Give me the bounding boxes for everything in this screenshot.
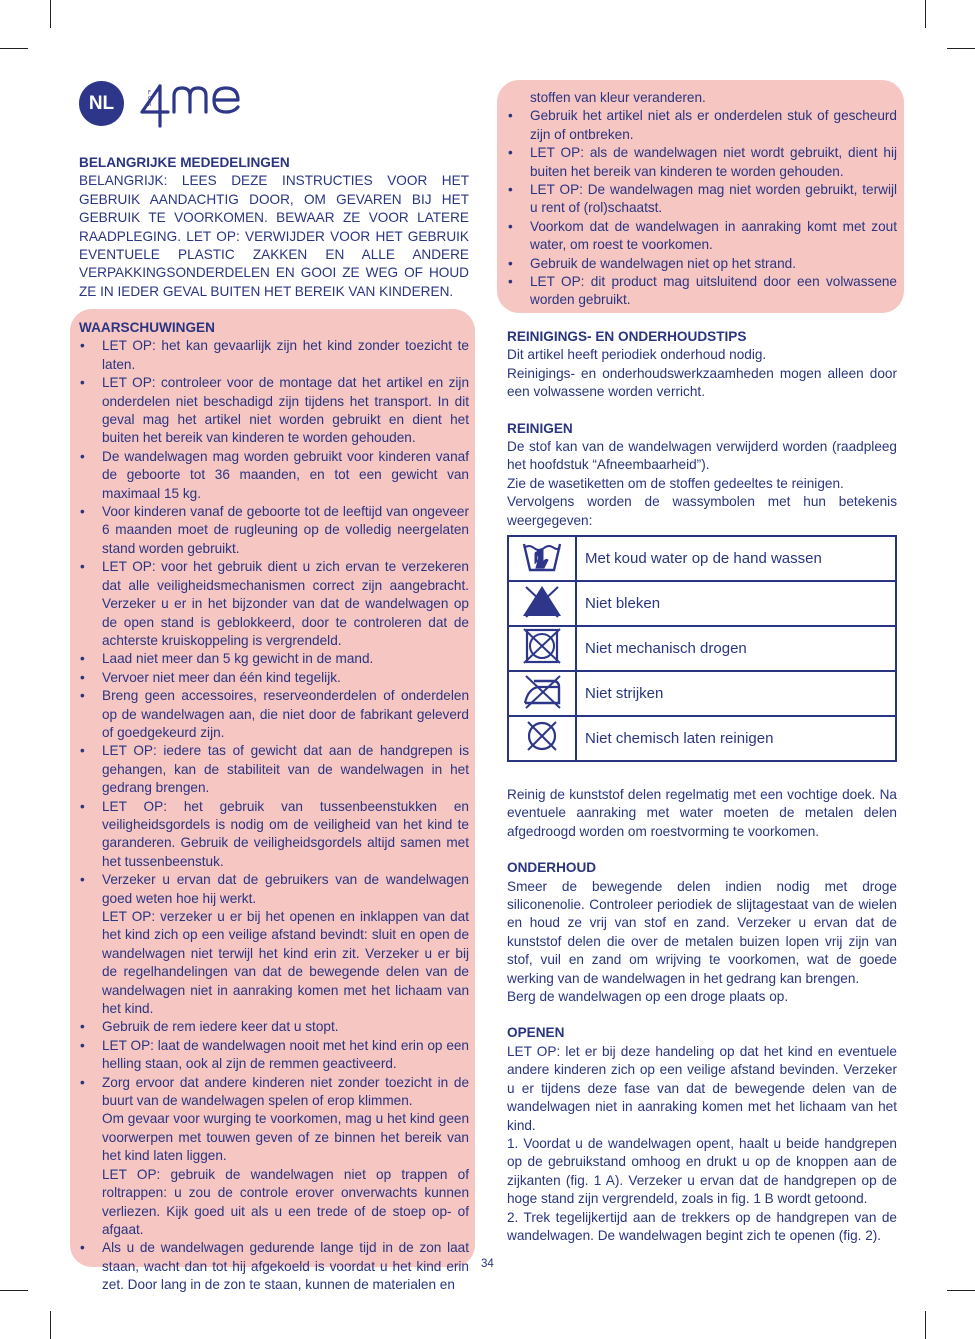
warning-text: LET OP: het gebruik van tussenbeenstukken en veiligheidsgordels is nodig om de veiligheid van het kind te garanderen. Gebruik de veiligheidsgordels altijd samen met het tussenbeenstuk. (102, 798, 469, 869)
warning-text: Gebruik de rem iedere keer dat u stopt. (102, 1019, 339, 1035)
warning-item: • Gebruik de wandelwagen niet op het strand. (507, 255, 897, 273)
warnings-list (79, 337, 469, 1294)
no-bleach-icon (520, 583, 564, 619)
symbol-cell (508, 626, 576, 671)
warning-item: • LET OP: als de wandelwagen niet wordt gebruikt, dient hij buiten het bereik van kinderen te worden gehouden. (507, 144, 897, 181)
opening-paragraph: 2. Trek tegelijkertijd aan de trekkers op de handgrepen van de wandelwagen. De wandelwagen begint zich te openen (fig. 2). (507, 1209, 897, 1243)
crop-mark (0, 1290, 28, 1291)
table-row (508, 671, 896, 716)
warning-text: Zorg ervoor dat andere kinderen niet zonder toezicht in de buurt van de wandelwagen spelen of erop klimmen. (102, 1074, 469, 1109)
table-row (508, 626, 896, 671)
cleaning-tips-paragraph: Reinigings- en onderhoudswerkzaamheden mogen alleen door een volwassene worden verricht. (507, 365, 897, 400)
symbol-label: Met koud water op de hand wassen (576, 536, 896, 581)
warning-text: LET OP: controleer voor de montage dat het artikel en zijn onderdelen niet beschadigd zijn tijdens het transport. In dit geval mag het artikel niet worden gebruikt en dient het buiten het bereik van kinderen te worden gehouden. (102, 375, 469, 446)
crop-mark (925, 1311, 926, 1339)
warning-item (79, 650, 469, 668)
page-number: 34 (481, 1258, 494, 1270)
no-dry-clean-icon (520, 718, 564, 754)
warning-item (79, 503, 469, 558)
warning-item (79, 1018, 469, 1036)
warning-text: LET OP: voor het gebruik dient u zich ervan te verzekeren dat alle veiligheidsmechanismen correct zijn aangebracht. Verzeker u er in het bijzonder van dat de wandelwagen op de open stand is geblokkeerd, door te controleren dat de achterste kruiskoppeling is vergrendeld. (102, 559, 469, 648)
warning-item (79, 1239, 469, 1294)
warnings-continued-list (507, 107, 897, 309)
symbol-label: Niet bleken (576, 581, 896, 626)
opening-paragraph: 1. Voordat u de wandelwagen opent, haalt u beide handgrepen op de gebruikstand omhoog en drukt u op de knoppen aan de zijkanten (fig. 1 A). Verzeker u ervan dat de handgrepen op de hoge stand zijn vergrendeld, zoals in fig. 1 B wordt getoond. (507, 1135, 897, 1207)
cleaning-paragraph: De stof kan van de wandelwagen verwijderd worden (raadpleeg het hoofdstuk “Afneembaarheid”). (507, 439, 897, 473)
warning-text: Vervoer niet meer dan één kind tegelijk. (102, 669, 341, 685)
warning-item (79, 742, 469, 797)
crop-mark (947, 1290, 975, 1291)
warning-item: • Voorkom dat de wandelwagen in aanraking komt met zout water, om roest te voorkomen. (507, 218, 897, 255)
symbol-label: Niet mechanisch drogen (576, 626, 896, 671)
warning-text: Als u de wandelwagen gedurende lange tijd in de zon laat staan, wacht dan tot hij afgekoeld is voordat u het kind erin zet. Door lang in de zon te staan, kunnen de materialen en (102, 1240, 469, 1293)
hand-wash-icon (520, 538, 564, 574)
opening-paragraph: LET OP: let er bij deze handeling op dat het kind en eventuele andere kinderen zich op een veilige afstand bevinden. Verzeker u er tijdens deze fase van dat de bewegende delen van de wandelwagen niet in aanraking komen met het lichaam van het kind. (507, 1043, 897, 1133)
cleaning-paragraph: Zie de wasetiketten om de stoffen gedeeltes te reinigen. (507, 475, 844, 491)
crop-mark (50, 0, 51, 28)
important-title: BELANGRIJKE MEDEDELINGEN (79, 155, 290, 170)
warning-text: LET OP: laat de wandelwagen nooit met het kind erin op een helling staan, ook al zijn de remmen geactiveerd. (102, 1037, 469, 1072)
important-section (79, 154, 469, 301)
warning-item: • LET OP: De wandelwagen mag niet worden gebruikt, terwijl u rent of (rol)schaatst. (507, 181, 897, 218)
language-badge: NL (79, 81, 124, 126)
table-row (508, 581, 896, 626)
maintenance-title: ONDERHOUD (507, 860, 597, 876)
cleaning-tips-paragraph: Dit artikel heeft periodiek onderhoud nodig. (507, 347, 767, 363)
warning-item (79, 448, 469, 503)
svg-text:O: O (148, 96, 152, 102)
warnings-continued-first-line: stoffen van kleur veranderen. (530, 90, 706, 105)
warning-item (79, 687, 469, 742)
cleaning-title: REINIGEN (507, 420, 573, 436)
warning-text: LET OP: iedere tas of gewicht dat aan de handgrepen is gehangen, kan de stabiliteit van de wandelwagen in het gedrang brengen. (102, 743, 469, 796)
warning-item (79, 669, 469, 687)
symbol-label: Niet chemisch laten reinigen (576, 716, 896, 761)
crop-mark (0, 48, 28, 49)
brand-logo (138, 82, 263, 128)
warning-item (79, 337, 469, 374)
warnings-title: WAARSCHUWINGEN (79, 320, 215, 335)
warning-text: Laad niet meer dan 5 kg gewicht in de mand. (102, 651, 374, 667)
warning-text: Breng geen accessoires, reserveonderdelen of onderdelen op de wandelwagen aan, die niet door de fabrikant geleverd of goedgekeurd zijn. (102, 688, 469, 740)
warnings-section (79, 319, 469, 1295)
svg-text:R: R (148, 102, 152, 108)
maintenance-paragraph: Smeer de bewegende delen indien nodig met droge siliconenolie. Controleer periodiek de slijtagestaat van de wielen en houd ze vrij van stof en zand. Verzeker u ervan dat de kunststof delen die over de metalen buizen lopen vrij zijn van stof, vuil en zand om wrijving te voorkomen, wat de goede werking van de wandelwagen in het gedrang kan brengen. (507, 878, 897, 986)
warning-text: LET OP: het kan gevaarlijk zijn het kind zonder toezicht te laten. (102, 338, 469, 372)
cleaning-tips-title: REINIGINGS- EN ONDERHOUDSTIPS (507, 329, 747, 344)
warning-text: Verzeker u ervan dat de gebruikers van de wandelwagen goed weten hoe hij werkt. (102, 872, 469, 906)
warning-item (79, 558, 469, 650)
opening-title: OPENEN (507, 1025, 565, 1041)
warning-item: • LET OP: dit product mag uitsluitend door een volwassene worden gebruikt. (507, 273, 897, 310)
brand-logo-graphic (138, 82, 263, 128)
table-row (508, 536, 896, 581)
warning-subtext: LET OP: gebruik de wandelwagen niet op trappen of roltrappen: u zou de controle erover onverwachts kunnen verliezen. Kijk goed uit als u een trede of de stoep op- of afgaat. (102, 1166, 469, 1237)
symbol-cell (508, 671, 576, 716)
crop-mark (947, 48, 975, 49)
warning-item (79, 798, 469, 872)
cleaning-after-paragraph: Reinig de kunststof delen regelmatig met een vochtige doek. Na eventuele aanraking met water moeten de metalen delen afgedroogd worden om roestvorming te voorkomen. (507, 787, 897, 839)
warning-text: De wandelwagen mag worden gebruikt voor kinderen vanaf de geboorte tot 36 maanden, en tot een gewicht van maximaal 15 kg. (102, 448, 469, 501)
wash-symbols-table (507, 535, 897, 762)
no-tumble-dry-icon (520, 628, 564, 664)
maintenance-section (507, 786, 897, 1245)
warning-item (79, 1037, 469, 1074)
maintenance-paragraph: Berg de wandelwagen op een droge plaats op. (507, 989, 789, 1005)
no-iron-icon (520, 673, 564, 709)
warning-item (79, 374, 469, 448)
symbol-label: Niet strijken (576, 671, 896, 716)
warning-subtext: LET OP: verzeker u er bij het openen en inklappen van dat het kind zich op een veilige afstand bevindt: sluit en open de wandelwagen niet terwijl het kind erin zit. Verzeker u er bij de regelhandelingen van dat de bewegende delen van de wandelwagen niet in aanraking komen met het lichaam van het kind. (102, 909, 469, 1017)
warning-text: Voor kinderen vanaf de geboorte tot de leeftijd van ongeveer 6 maanden moet de rugleuning op de volledig neergelaten stand worden gebruikt. (102, 504, 469, 556)
table-row (508, 716, 896, 761)
cleaning-section (507, 328, 897, 530)
warning-subtext: Om gevaar voor wurging te voorkomen, mag u het kind geen voorwerpen met touwen geven of ze binnen het bereik van het kind laten liggen. (102, 1111, 469, 1164)
warning-item (79, 1074, 469, 1240)
symbol-cell (508, 581, 576, 626)
warnings-continued (507, 89, 897, 310)
cleaning-paragraph: Vervolgens worden de wassymbolen met hun betekenis weergegeven: (507, 494, 897, 528)
symbol-cell (508, 716, 576, 761)
warning-item (79, 871, 469, 1018)
crop-mark (925, 0, 926, 28)
important-text: BELANGRIJK: LEES DEZE INSTRUCTIES VOOR HET GEBRUIK AANDACHTIG DOOR, OM GEVAREN BIJ HET GEBRUIK TE VOORKOMEN. BEWAAR ZE VOOR LATERE RAADPLEGING. LET OP: VERWIJDER VOOR HET GEBRUIK EVENTUELE PLASTIC ZAKKEN EN ALLE ANDERE VERPAKKINGSONDERDELEN EN GOOI ZE WEG OF HOUD ZE IN IEDER GEVAL BUITEN HET BEREIK VAN KINDEREN. (79, 173, 469, 299)
warning-item: • Gebruik het artikel niet als er onderdelen stuk of gescheurd zijn of ontbreken. (507, 107, 897, 144)
brand-small-text: F (148, 90, 151, 96)
symbol-cell (508, 536, 576, 581)
crop-mark (50, 1311, 51, 1339)
